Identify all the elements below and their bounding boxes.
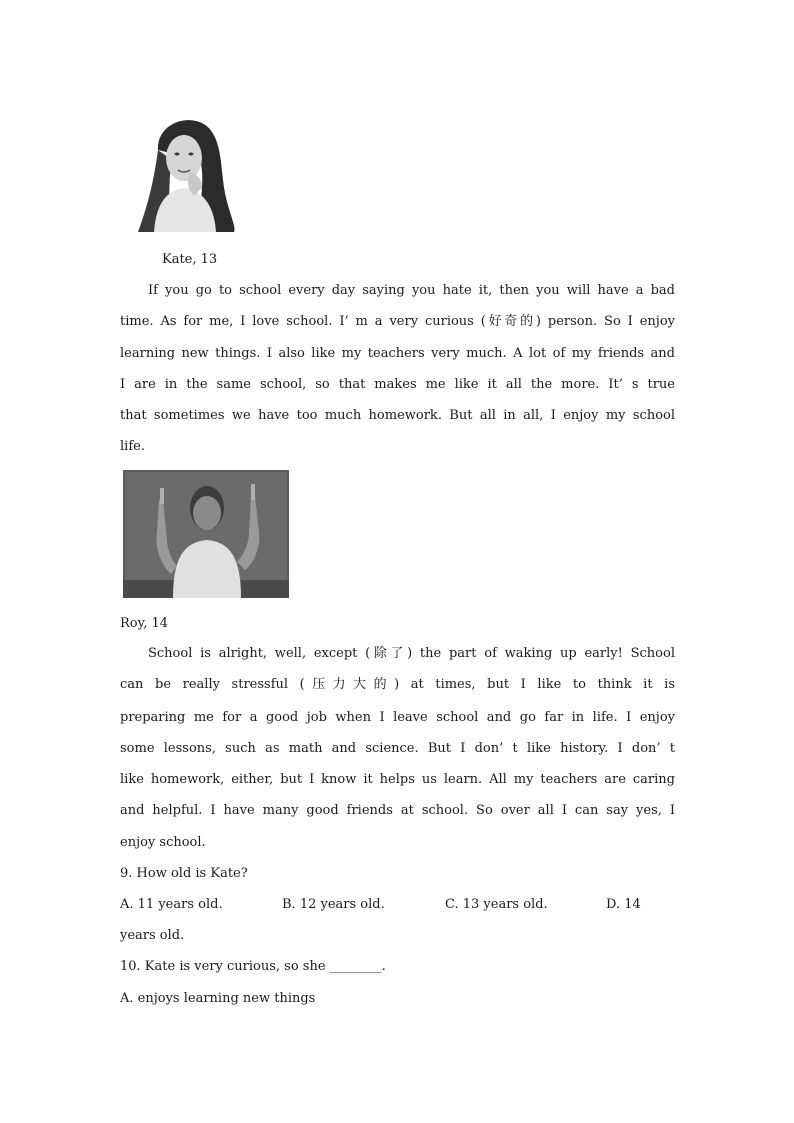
roy-line-2: can be really stressful (压力大的) at times, but I like to think it is: [120, 677, 675, 692]
question-9: 9. How old is Kate?: [120, 866, 248, 881]
kate-line-1: If you go to school every day saying you hate it, then you will have a bad: [148, 283, 675, 298]
roy-line-3: preparing me for a good job when I leave school and go far in life. I enjoy: [120, 710, 675, 725]
roy-line-1: School is alright, well, except (除了) the part of waking up early! School: [148, 646, 675, 661]
roy-caption: Roy, 14: [120, 616, 169, 631]
roy-photo: [123, 470, 289, 598]
kate-photo: [128, 110, 238, 232]
kate-line-2: time. As for me, I love school. I’ m a very curious (好奇的) person. So I enjoy: [120, 314, 675, 329]
kate-line-6: life.: [120, 439, 145, 454]
kate-caption: Kate, 13: [162, 252, 218, 267]
roy-line-5: like homework, either, but I know it helps us learn. All my teachers are caring: [120, 772, 675, 787]
q9-option-d-wrap: years old.: [120, 928, 185, 943]
kate-line-4: I are in the same school, so that makes me like it all the more. It’ s true: [120, 377, 675, 392]
kate-line-5: that sometimes we have too much homework. But all in all, I enjoy my school: [120, 408, 675, 423]
roy-line-7: enjoy school.: [120, 835, 206, 850]
roy-line-6: and helpful. I have many good friends at school. So over all I can say yes, I: [120, 803, 675, 818]
question-10: 10. Kate is very curious, so she ________.: [120, 959, 386, 974]
q9-option-d: D. 14: [606, 897, 641, 912]
q9-option-c: C. 13 years old.: [445, 897, 548, 912]
q9-option-a: A. 11 years old.: [120, 897, 223, 912]
q9-option-b: B. 12 years old.: [282, 897, 385, 912]
q10-option-a: A. enjoys learning new things: [120, 991, 316, 1006]
roy-line-4: some lessons, such as math and science. But I don’ t like history. I don’ t: [120, 741, 675, 756]
kate-line-3: learning new things. I also like my teachers very much. A lot of my friends and: [120, 346, 675, 361]
